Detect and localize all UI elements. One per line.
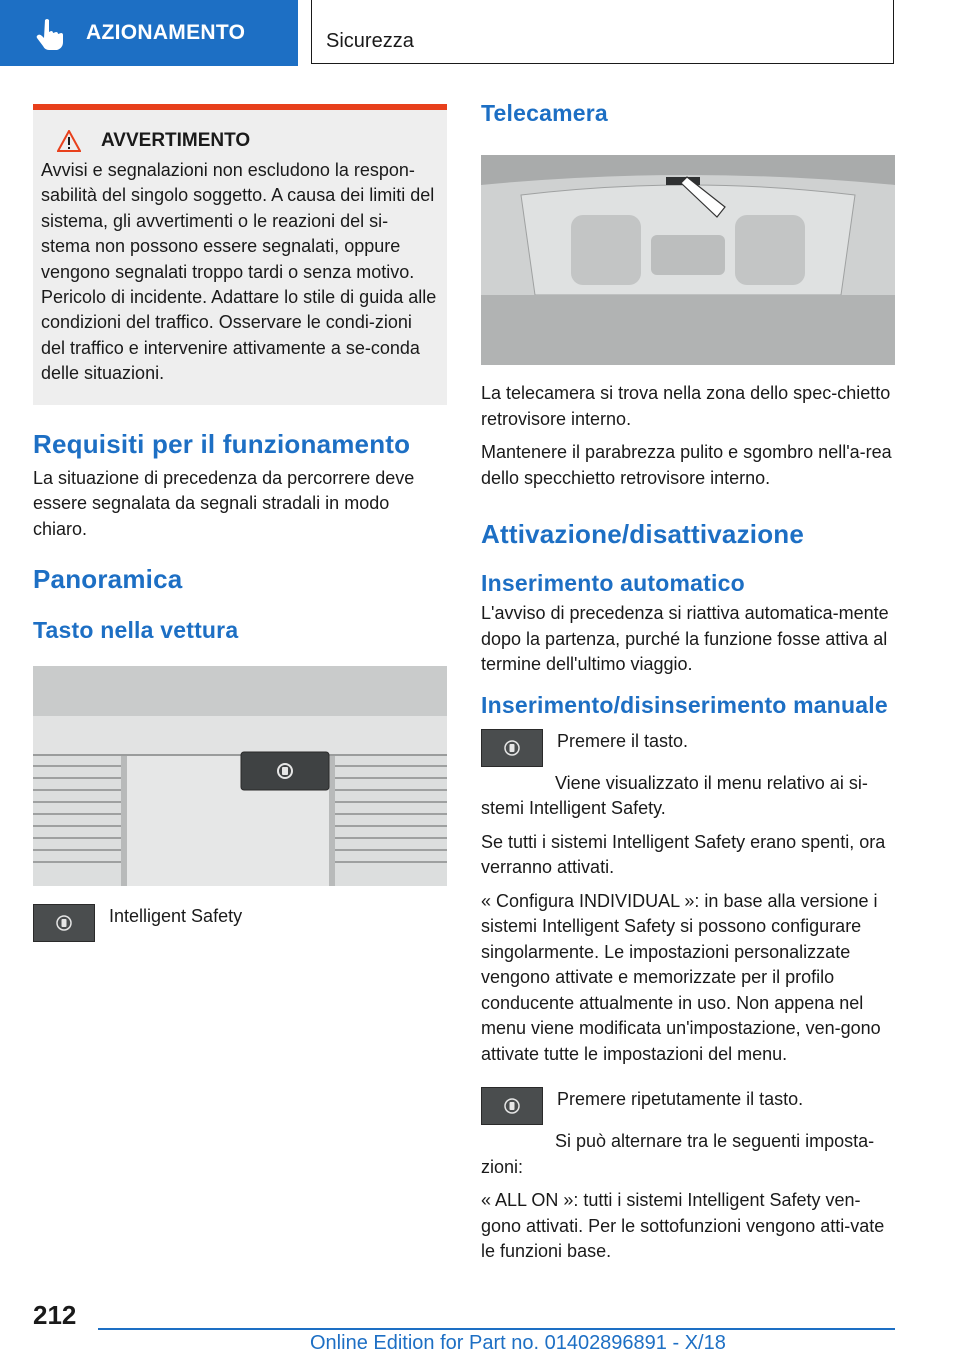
warning-title bbox=[57, 130, 437, 152]
intelligent-safety-button-icon bbox=[33, 904, 95, 942]
manual-text-2: Se tutti i sistemi Intelligent Safety erano spenti, ora verranno attivati. bbox=[481, 831, 886, 877]
repeat-step: Premere ripetutamente il tasto. bbox=[557, 1089, 804, 1109]
section-label: AZIONAMENTO bbox=[86, 21, 246, 44]
overview-heading: Panoramica bbox=[33, 564, 183, 595]
auto-text: L'avviso di precedenza si riattiva automatica-mente dopo la partenza, purché la funzione fosse attiva al termine dell'ultimo viaggio. bbox=[481, 603, 889, 674]
activation-heading: Attivazione/disattivazione bbox=[481, 519, 805, 549]
manual-step-1: Premere il tasto. bbox=[557, 730, 689, 751]
button-caption-row bbox=[33, 904, 447, 942]
footer-edition: Online Edition for Part no. 01402896891 - X/18 bbox=[310, 1332, 726, 1354]
button-heading: Tasto nella vettura bbox=[33, 617, 239, 644]
auto-heading: Inserimento automatico bbox=[481, 570, 745, 596]
warning-title-text: AVVERTIMENTO bbox=[101, 130, 251, 151]
requirements-text: La situazione di precedenza da percorrere deve essere segnalata da segnali stradali in modo chiaro. bbox=[33, 467, 415, 539]
requirements-heading: Requisiti per il funzionamento bbox=[33, 428, 411, 459]
warning-text: Avvisi e segnalazioni non escludono la respon-sabilità del singolo soggetto. A causa dei limiti del sistema, gli avvertimenti o le reazioni del si-stema non possono essere segnalati, oppure vengono segnalati troppo tardi o senza motivo. Pericolo di incidente. Adattare lo stile di guida alle condizioni del traffico. Osservare le condi-zioni del traffico e intervenire attivamente a se-conda delle situazioni. bbox=[41, 160, 437, 384]
repeat-step-row bbox=[481, 1087, 895, 1125]
repeat-step-b: Si può alternare tra le seguenti imposta-zioni: bbox=[481, 1131, 875, 1177]
camera-heading: Telecamera bbox=[481, 100, 608, 126]
camera-photo bbox=[481, 155, 895, 365]
button-caption: Intelligent Safety bbox=[109, 906, 243, 927]
manual-step-row bbox=[481, 729, 895, 767]
footer-divider bbox=[98, 1328, 895, 1330]
intelligent-safety-button-icon bbox=[481, 729, 543, 767]
left-column bbox=[33, 104, 447, 942]
manual-text-3: « Configura INDIVIDUAL »: in base alla versione i sistemi Intelligent Safety si possono configurare singolarmente. Le impostazioni personalizzate vengono attivate e memorizzate per il profilo conducente attualmente in uso. Non appena nel menu viene modificata un'impostazione, ven-gono attivate tutte le impostazioni del menu. bbox=[481, 890, 881, 1064]
breadcrumb bbox=[311, 0, 894, 64]
manual-step-1b: Viene visualizzato il menu relativo ai si-stemi Intelligent Safety. bbox=[481, 772, 868, 818]
intelligent-safety-button-icon bbox=[481, 1087, 543, 1125]
dashboard-button-photo bbox=[33, 666, 447, 886]
pointing-hand-icon bbox=[36, 18, 66, 50]
camera-text-2: Mantenere il parabrezza pulito e sgombro nell'a-rea dello specchietto retrovisore interno. bbox=[481, 442, 892, 488]
warning-box bbox=[33, 104, 447, 405]
right-column bbox=[481, 100, 895, 1265]
manual-heading: Inserimento/disinserimento manuale bbox=[481, 691, 888, 718]
camera-text-1: La telecamera si trova nella zona dello spec-chietto retrovisore interno. bbox=[481, 383, 891, 429]
section-tab[interactable] bbox=[0, 0, 298, 66]
breadcrumb-label: Sicurezza bbox=[326, 30, 414, 52]
all-on-text: « ALL ON »: tutti i sistemi Intelligent Safety ven-gono attivati. Per le sottofunzioni vengono atti-vate le funzioni base. bbox=[481, 1190, 885, 1261]
warning-triangle-icon bbox=[57, 130, 81, 152]
page-number: 212 bbox=[33, 1300, 77, 1330]
